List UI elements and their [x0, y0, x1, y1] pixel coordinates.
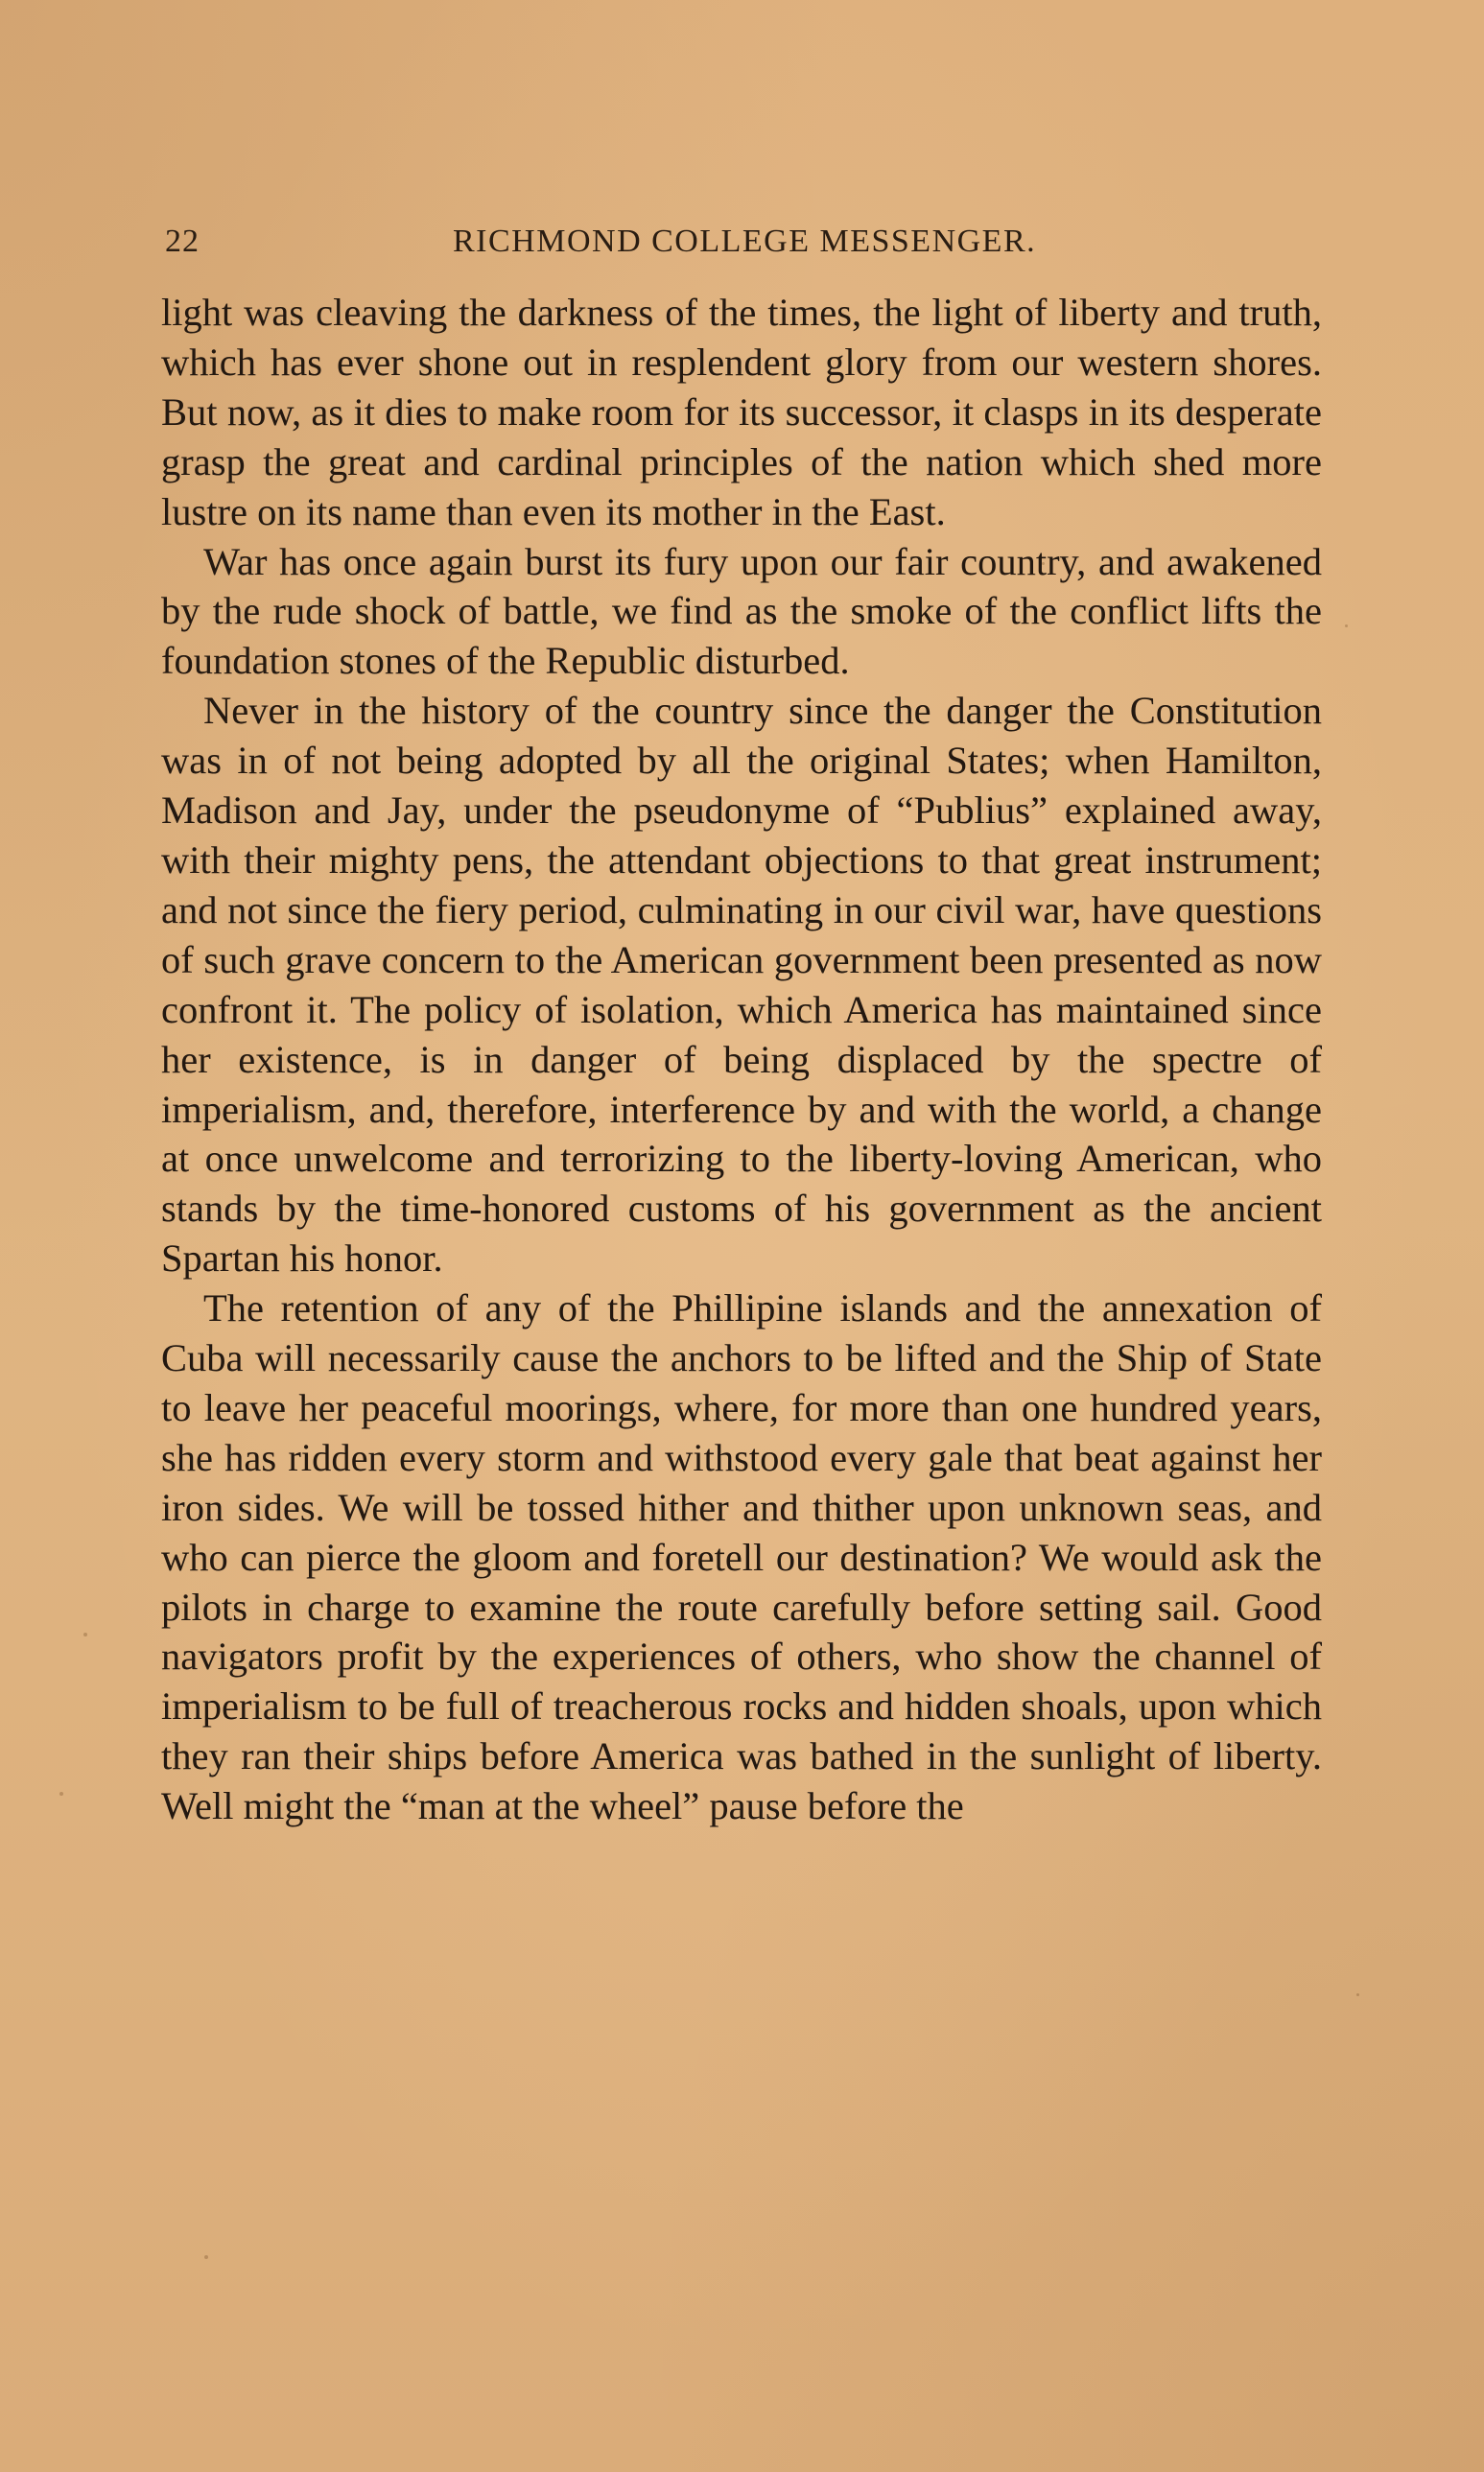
paper-speck — [83, 1633, 87, 1636]
paragraph: The retention of any of the Phillipine islands and the annexation of Cuba will necessarily cause the anchors to be lifted and the Ship of State to leave her peaceful moorings, where, for more than one hundred years, she has ridden every storm and withstood every gale that beat against her iron sides. We will be tossed hither and thither upon unknown seas, and who can pierce the gloom and foretell our destination? We would ask the pilots in charge to examine the route carefully before setting sail. Good navigators profit by the experiences of others, who show the channel of imperialism to be full of treacherous rocks and hidden shoals, upon which they ran their ships before America was bathed in the sunlight of liberty. Well might the “man at the wheel” pause before the — [161, 1286, 1322, 1828]
paper-speck — [59, 1792, 63, 1796]
running-title: RICHMOND COLLEGE MESSENGER. — [453, 224, 1037, 259]
paragraph: light was cleaving the darkness of the times, the light of liberty and truth, which has ever shone out in resplendent glory from our western shores. But now, as it dies to make room for its successor, it clasps in its desperate grasp the great and cardinal principles of the nation which shed more lustre on its name than even its mother in the East. — [161, 291, 1322, 533]
page-number: 22 — [165, 224, 200, 259]
article-body — [161, 288, 1322, 1831]
paragraph: Never in the history of the country since the danger the Constitution was in of not being adopted by all the original States; when Hamilton, Madison and Jay, under the pseudonyme of “Publius” explained away, with their mighty pens, the attendant objections to that great instrument; and not since the fiery period, culminating in our civil war, have questions of such grave concern to the American government been presented as now confront it. The policy of isolation, which America has maintained since her existence, is in danger of being displaced by the spectre of imperialism, and, therefore, interference by and with the world, a change at once unwelcome and terrorizing to the liberty-loving American, who stands by the time-honored customs of his government as the ancient Spartan his honor. — [161, 689, 1322, 1281]
paper-speck — [204, 2255, 208, 2259]
page-header — [165, 224, 1322, 270]
paragraph: War has once again burst its fury upon our fair country, and awakened by the rude shock of battle, we find as the smoke of the conflict lifts the foundation stones of the Republic disturbed. — [161, 539, 1322, 683]
paper-speck — [1356, 1993, 1359, 1996]
paper-speck — [1345, 624, 1348, 627]
